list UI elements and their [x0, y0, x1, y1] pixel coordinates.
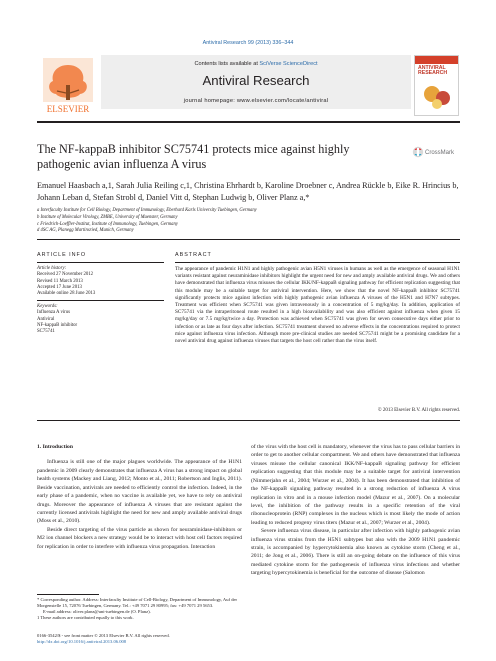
body-paragraph: Severe influenza virus disease, in particular after infection with highly pathogenic avian influenza virus strains from the H5N1 subtypes but also with the 2009 H1N1 pandemic strain, is accompanied by hypercytokinemia also known as cytokine storm (Cheng et al., 2011; de Jong et al., 2006). There is still an on-going debate on the influence of this virus mediated cytokine storm for the pathogenesis of influenza virus infections and whether targeting hypercytokinemia is beneficial for the outcome of disease (Salomon	[251, 528, 460, 577]
body-paragraph: of the virus with the host cell is mandatory, whenever the virus has to pass cellular barriers in order to get to another cellular compartment. We and others have demonstrated that influenza viruses misuse the cellular canonical IKK/NF-kappaB signaling pathway for efficient replication suggesting that this module may be a suitable target for antiviral intervention (Nimmerjahn et al., 2004; Wurzer et al., 2004). It has been demonstrated that inhibition of the NF-kappaB signaling pathway resulted in a strong reduction of influenza A virus replication in vitro and in a mouse infection model (Mazur et al., 2007). On a molecular level, the inhibition of the pathway results in a specific retention of the viral ribonucleoprotein (RNP) complexes in the nucleus which is most likely the mode of action leading to reduced progeny virus titers (Mazur et al., 2007; Wurzer et al., 2004).	[251, 444, 460, 526]
crossmark-label: CrossMark	[425, 150, 455, 157]
header-rule	[37, 121, 460, 123]
affiliations	[37, 208, 460, 235]
body-paragraph: Influenza is still one of the major plagues worldwide. The appearance of the H1N1 pandemic in 2009 clearly demonstrates that influenza A virus has a strong impact on global health systems (Mackey and Liang, 2012; Monto et al., 2011; Robertson and Inglis, 2011). Beside vaccination, antivirals are needed to efficiently control the infection. Indeed, in the early phase of a pandemic, when no vaccine is available yet, we have to rely on antiviral drugs. Moreover the appearance of influenza A viruses that are resistant against the currently licensed antivirals highlight the need for new and amply available antiviral drugs (Moss et al., 2010).	[37, 459, 242, 525]
author-list: Emanuel Haasbach a,1, Sarah Julia Reiling c,1, Christina Ehrhardt b, Karoline Droebner c, Andrea Rückle b, Eike R. Hrincius b, Johann Leban d, Stefan Strobl d, Daniel Vitt d, Stephan Ludwig b, Oliver Planz a,*	[37, 181, 459, 202]
footnotes	[37, 597, 242, 621]
history-accepted: Accepted 17 June 2013	[37, 284, 82, 290]
article-history	[37, 266, 164, 297]
article-history-label: Article history:	[37, 266, 67, 271]
footnote-rule	[37, 594, 99, 595]
elsevier-wordmark: ELSEVIER	[46, 104, 90, 114]
cover-artwork	[420, 82, 455, 110]
crossmark-icon[interactable]	[412, 146, 460, 158]
affiliation-a: a Interfaculty Institute for Cell Biology, Department of Immunology, Eberhard Karls University Tuebingen, Germany	[37, 208, 257, 213]
sciencedirect-link[interactable]: SciVerse ScienceDirect	[259, 61, 318, 67]
cover-band	[415, 56, 459, 64]
abstract-heading: ABSTRACT	[175, 252, 212, 258]
keywords	[37, 304, 164, 335]
abstract-text: The appearance of pandemic H1N1 and highly pathogenic avian H5N1 viruses in humans as well as the emergence of seasonal H1N1 variants resistant against neuraminidase inhibitors highlight the urgent need for new and amply available antiviral drugs. We and others have demonstrated that influenza virus misuses the cellular IKK/NF-kappaB signaling pathway for efficient replication suggesting that this module may be a suitable target for antiviral intervention. Here, we show that the novel NF-kappaB inhibitor SC75741 significantly protects mice against infection with highly pathogenic avian influenza A viruses of the H5N1 and H7N7 subtypes. Treatment was efficient when SC75741 was given intravenously in a concentration of 5 mg/kg/day. In addition, application of SC75741 via the intraperitoneal route resulted in a high bioavailability and was also efficient against influenza when given 15 mg/kg/day or 7.5 mg/kg/twice a day. Protection was achieved when SC75741 was given for seven consecutive days either prior to infection or as late as four days after infection. SC75741 treatment showed no adverse effects in the concentrations required to protect mice against influenza virus infection. Although more pre-clinical studies are needed SC75741 might be a promising candidate for a novel antiviral drug against influenza viruses that targets the host cell rather than the virus itself.	[175, 266, 460, 344]
abstract-bottom-rule	[37, 420, 460, 421]
introduction-heading: 1. Introduction	[37, 444, 73, 450]
issn-doi-block	[37, 633, 297, 645]
abstract-rule	[175, 262, 460, 263]
journal-reference[interactable]: Antiviral Research 99 (2013) 336–344	[202, 40, 294, 46]
body-column-left	[37, 443, 242, 551]
history-online: Available online 28 June 2013	[37, 291, 96, 297]
journal-cover-thumbnail	[414, 55, 459, 116]
keyword-item: NF-kappaB inhibitor	[37, 322, 78, 328]
affiliation-b: b Institute of Molecular Virology, ZMBE, University of Muenster, Germany	[37, 214, 178, 220]
history-revised: Revised 11 March 2013	[37, 278, 83, 284]
keyword-item: SC75741	[37, 329, 55, 335]
contents-prefix: Contents lists available at	[194, 61, 260, 67]
copyright-line: © 2013 Elsevier B.V. All rights reserved.	[377, 408, 460, 413]
keyword-item: Influenza A virus	[37, 310, 71, 316]
keyword-item: Antiviral	[37, 316, 55, 322]
history-received: Received 27 November 2012	[37, 272, 94, 278]
article-info-rule	[37, 262, 164, 263]
keywords-label: Keywords:	[37, 304, 58, 309]
corresponding-author-note: * Corresponding author. Address: Interfaculty Institute of Cell-Biology, Department of Immunology, Auf der Morgenstelle 15, 72076 Tuebingen, Germany. Tel.: +49 7071 29 80995; fax: +49 7071 29 5653.	[37, 597, 238, 608]
issn-line: 0166-3542/$ - see front matter © 2013 Elsevier B.V. All rights reserved.	[37, 633, 170, 638]
cover-title: ANTIVIRAL RESEARCH	[418, 65, 448, 77]
affiliation-c: c Friedrich-Loeffler-Institut, Institute of Immunology, Tuebingen, Germany	[37, 221, 178, 227]
equal-contribution-note: 1 These authors are contributed equally to this work.	[37, 615, 134, 620]
contents-line	[101, 61, 411, 67]
paper-title: The NF-kappaB inhibitor SC75741 protects mice against highly pathogenic avian influenza A virus	[37, 142, 350, 171]
title-rule	[37, 239, 460, 240]
body-paragraph: Beside direct targeting of the virus particle as shown for neuraminidase-inhibitors or M2 ion channel blockers a new strategy would be to interact with host cell factors required for replication in order to interfere with influenza virus propagation. Interaction	[37, 526, 242, 550]
keywords-rule	[37, 300, 164, 301]
article-info-heading: ARTICLE INFO	[37, 252, 87, 258]
email-note[interactable]: E-mail address: oliver.planz@uni-tuebingen.de (O. Planz).	[43, 609, 151, 614]
affiliation-d: d 4SC AG, Planegg Martinsried, Munich, Germany	[37, 228, 134, 234]
journal-title: Antiviral Research	[202, 73, 310, 88]
journal-homepage-link[interactable]: journal homepage: www.elsevier.com/locate/antiviral	[183, 98, 329, 104]
elsevier-logo	[37, 55, 99, 117]
body-column-right	[251, 443, 460, 578]
doi-link[interactable]: http://dx.doi.org/10.1016/j.antiviral.2013.06.008	[37, 639, 127, 644]
